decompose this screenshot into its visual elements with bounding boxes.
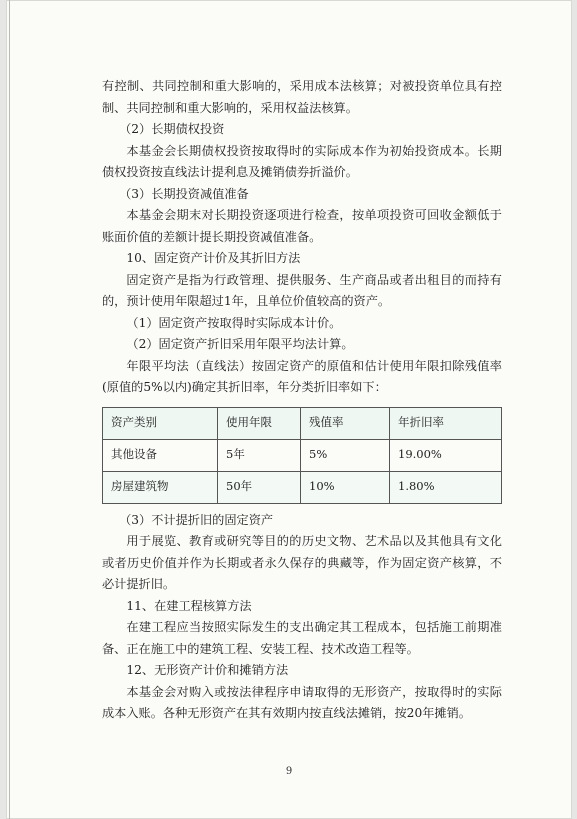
table-cell: 5% [301,439,390,471]
paragraph: （2）固定资产折旧采用年限平均法计算。 [126,337,354,351]
table-row [103,439,502,471]
table-header-cell: 使用年限 [218,407,301,439]
table-cell: 19.00% [390,439,502,471]
table-header-cell: 残值率 [301,407,390,439]
section-heading: 12、无形资产计价和摊销方法 [126,663,289,677]
section-heading: （2）长期债权投资 [119,122,225,136]
paragraph: 年限平均法（直线法）按固定资产的原值和估计使用年限扣除残值率(原值的5%以内)确定其折旧率，年分类折旧率如下： [102,358,502,394]
section-heading: 10、固定资产计价及其折旧方法 [126,251,301,265]
table-header-cell: 资产类别 [103,407,218,439]
table-row [103,471,502,503]
paragraph: 在建工程应当按照实际发生的支出确定其工程成本，包括施工前期准备、正在施工中的建筑工程、安装工程、技术改造工程等。 [102,620,502,656]
paragraph: 本基金会对购入或按法律程序申请取得的无形资产，按取得时的实际成本入账。各种无形资产在其有效期内按直线法摊销，按20年摊销。 [102,684,502,720]
table-cell: 5年 [218,439,301,471]
paragraph: 有控制、共同控制和重大影响的，采用成本法核算；对被投资单位具有控制、共同控制和重大影响的，采用权益法核算。 [102,79,502,115]
table-header-row [103,407,502,439]
paragraph: （1）固定资产按取得时实际成本计价。 [126,315,342,330]
document-page [6,0,572,819]
paragraph: 固定资产是指为行政管理、提供服务、生产商品或者出租目的而持有的，预计使用年限超过1年，且单位价值较高的资产。 [102,272,502,308]
paragraph: 本基金会长期债权投资按取得时的实际成本作为初始投资成本。长期债权投资按直线法计提利息及摊销债券折溢价。 [102,143,502,179]
section-heading: （3）长期投资减值准备 [119,186,249,201]
depreciation-table [102,407,502,504]
paragraph: 本基金会期末对长期投资逐项进行检查，按单项投资可回收金额低于账面价值的差额计提长期投资减值准备。 [102,208,502,244]
page-number: 9 [285,766,293,777]
table-cell: 10% [301,471,390,503]
table-cell: 房屋建筑物 [103,471,218,503]
table-cell: 1.80% [390,471,502,503]
table-cell: 50年 [218,471,301,503]
page-body [102,76,502,725]
table-header-cell: 年折旧率 [390,407,502,439]
page-edge-rule [9,0,10,819]
table-cell: 其他设备 [103,439,218,471]
section-heading: （3）不计提折旧的固定资产 [119,512,274,527]
paragraph: 用于展览、教育或研究等目的的历史文物、艺术品以及其他具有文化或者历史价值并作为长期或者永久保存的典藏等，作为固定资产核算，不必计提折旧。 [102,534,502,591]
section-heading: 11、在建工程核算方法 [126,598,252,613]
